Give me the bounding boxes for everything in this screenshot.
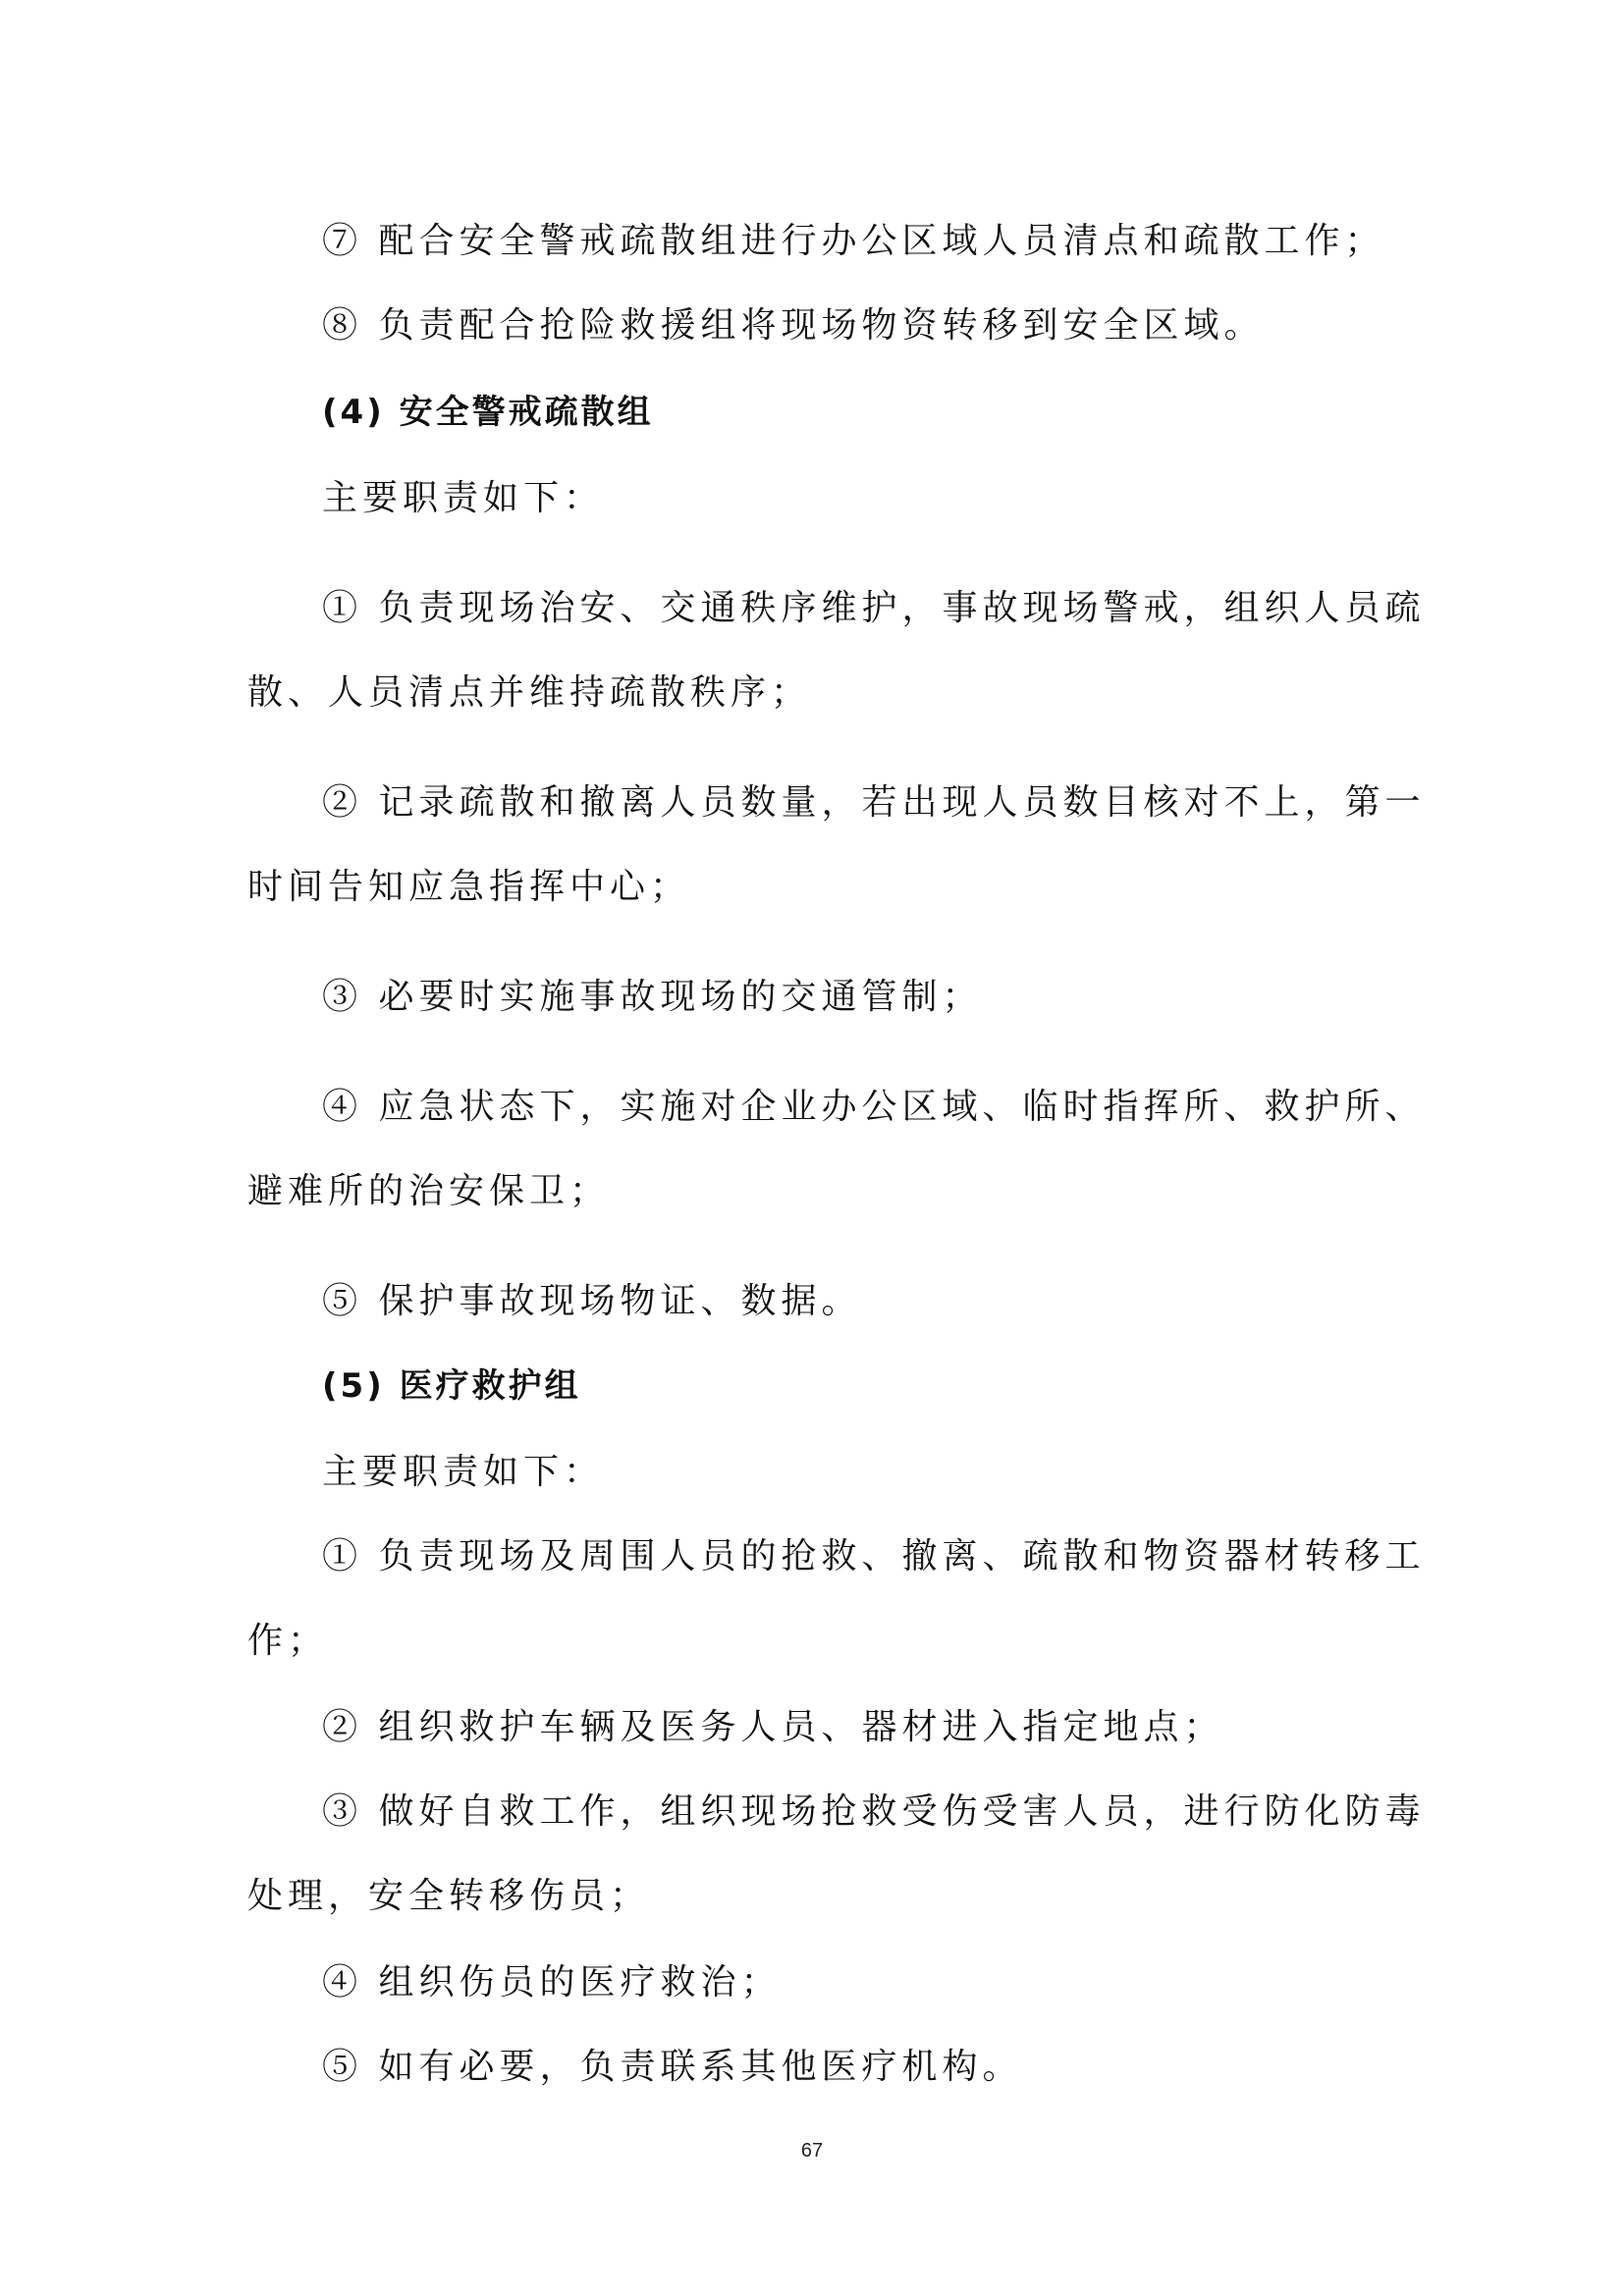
list-item-continuation: 作； xyxy=(247,1621,329,1661)
list-item: ⑤ 如有必要，负责联系其他医疗机构。 xyxy=(322,2047,1023,2087)
list-item: ③ 做好自救工作，组织现场抢救受伤受害人员，进行防化防毒 xyxy=(322,1791,1426,1832)
list-item: ⑤ 保护事故现场物证、数据。 xyxy=(322,1281,862,1321)
list-item: ③ 必要时实施事故现场的交通管制； xyxy=(322,977,983,1017)
list-item: ① 负责现场治安、交通秩序维护，事故现场警戒，组织人员疏 xyxy=(322,588,1426,628)
list-item: ② 组织救护车辆及医务人员、器材进入指定地点； xyxy=(322,1707,1224,1747)
list-item-continuation: 避难所的治安保卫； xyxy=(247,1171,611,1211)
list-item: ④ 应急状态下，实施对企业办公区域、临时指挥所、救护所、 xyxy=(322,1087,1426,1127)
list-item: ⑧ 负责配合抢险救援组将现场物资转移到安全区域。 xyxy=(322,305,1265,346)
paragraph: 主要职责如下： xyxy=(322,478,605,518)
list-item-continuation: 处理，安全转移伤员； xyxy=(247,1876,651,1916)
list-item: ④ 组织伤员的医疗救治； xyxy=(322,1962,782,2002)
list-item-continuation: 时间告知应急指挥中心； xyxy=(247,867,691,907)
list-item: ⑦ 配合安全警戒疏散组进行办公区域人员清点和疏散工作； xyxy=(322,221,1385,261)
section-heading: (5) 医疗救护组 xyxy=(322,1366,581,1406)
list-item: ② 记录疏散和撤离人员数量，若出现人员数目核对不上，第一 xyxy=(322,782,1426,823)
list-item: ① 负责现场及周围人员的抢救、撤离、疏散和物资器材转移工 xyxy=(322,1536,1426,1576)
list-item-continuation: 散、人员清点并维持疏散秩序； xyxy=(247,672,812,713)
page-number: 67 xyxy=(800,2140,824,2162)
paragraph: 主要职责如下： xyxy=(322,1452,605,1492)
section-heading: (4) 安全警戒疏散组 xyxy=(322,393,654,432)
